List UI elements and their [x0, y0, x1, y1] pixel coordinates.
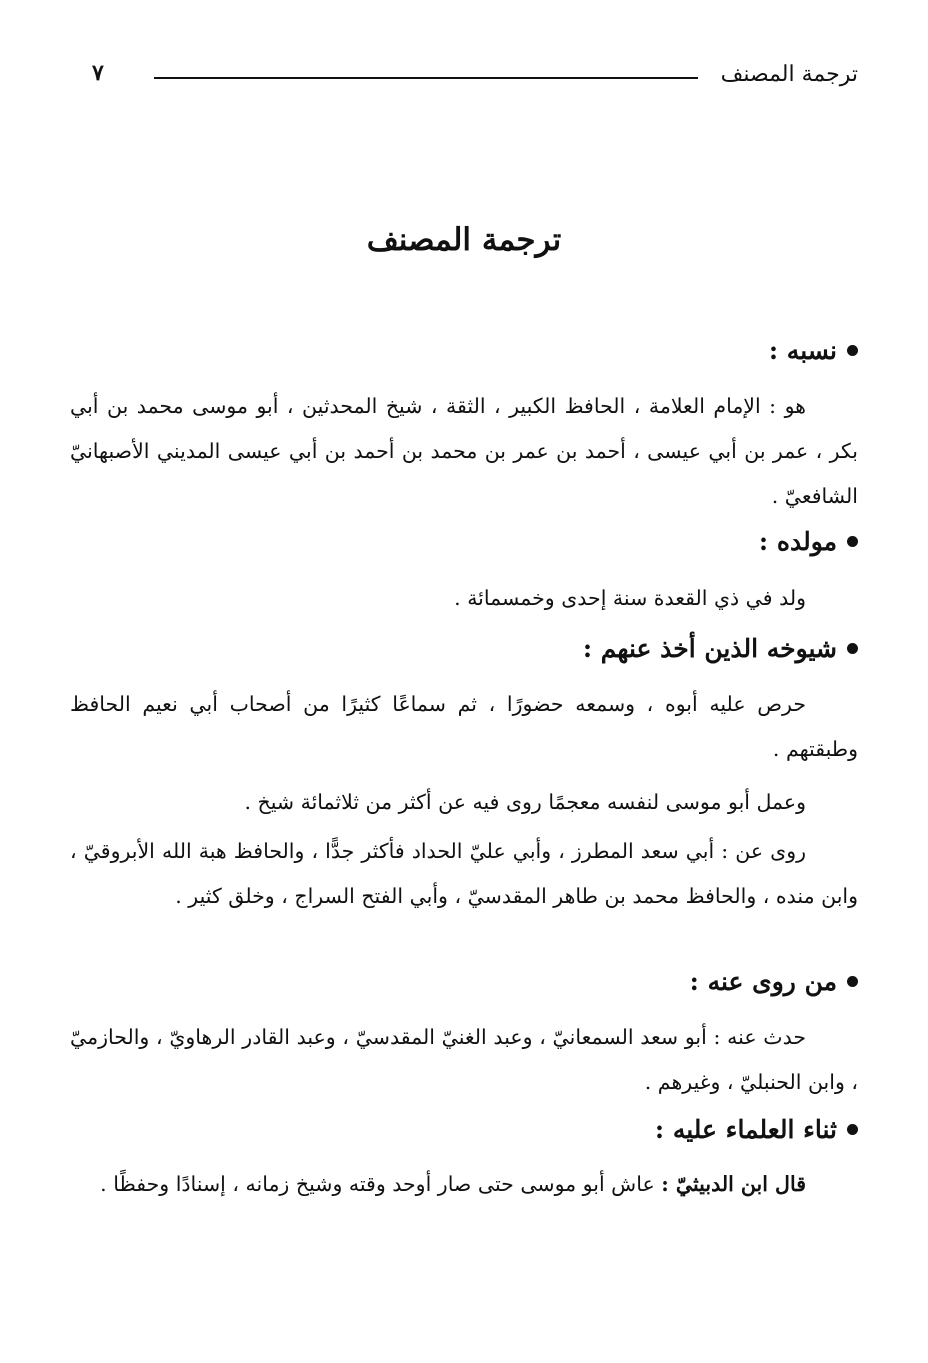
heading-text: من روى عنه :	[689, 967, 837, 996]
teachers-paragraph-1: حرص عليه أبوه ، وسمعه حضورًا ، ثم سماعًا كثيرًا من أصحاب أبي نعيم الحافظ وطبقتهم .	[70, 692, 858, 761]
bullet-icon	[847, 643, 858, 654]
birth-paragraph-block	[70, 576, 858, 621]
section-birth	[70, 527, 858, 556]
header-title: ترجمة المصنف	[720, 62, 858, 87]
chapter-title: ترجمة المصنف	[366, 222, 562, 258]
teachers-paragraph-1-block	[70, 682, 858, 772]
birth-paragraph: ولد في ذي القعدة سنة إحدى وخمسمائة .	[454, 586, 806, 610]
section-heading	[70, 1115, 858, 1144]
lineage-paragraph-block	[70, 384, 858, 519]
teachers-paragraph-2: وعمل أبو موسى لنفسه معجمًا روى فيه عن أكثر من ثلاثمائة شيخ .	[244, 790, 806, 814]
praise-paragraph-block	[70, 1162, 858, 1207]
narrators-paragraph-block	[70, 1015, 858, 1105]
teachers-paragraph-3-block	[70, 829, 858, 919]
heading-text: شيوخه الذين أخذ عنهم :	[582, 634, 837, 663]
page-number: ٧	[92, 60, 104, 86]
bullet-icon	[847, 976, 858, 987]
quote-text: عاش أبو موسى حتى صار أوحد وقته وشيخ زمانه ، إسنادًا وحفظًا .	[100, 1172, 662, 1196]
running-header	[92, 58, 858, 94]
lineage-paragraph: هو : الإمام العلامة ، الحافظ الكبير ، الثقة ، شيخ المحدثين ، أبو موسى محمد بن أبي بكر ، عمر بن أبي عيسى ، أحمد بن عمر بن محمد بن أحمد بن أبي عيسى المديني الأصبهانيّ الشافعيّ .	[70, 394, 858, 508]
section-narrators	[70, 967, 858, 996]
heading-text: مولده :	[758, 527, 837, 556]
quote-attribution: قال ابن الدبيثيّ :	[661, 1172, 806, 1196]
section-heading	[70, 967, 858, 996]
teachers-paragraph-2-block	[70, 780, 858, 825]
section-heading	[70, 527, 858, 556]
narrators-paragraph: حدث عنه : أبو سعد السمعانيّ ، وعبد الغنيّ المقدسيّ ، وعبد القادر الرهاويّ ، والحازميّ ، وابن الحنبليّ ، وغيرهم .	[70, 1025, 858, 1094]
praise-paragraph	[70, 1162, 858, 1207]
section-praise	[70, 1115, 858, 1144]
header-rule	[154, 77, 698, 79]
bullet-icon	[847, 345, 858, 356]
section-heading	[70, 634, 858, 663]
teachers-paragraph-3: روى عن : أبي سعد المطرز ، وأبي عليّ الحداد فأكثر جدًّا ، والحافظ هبة الله الأبروقيّ ، وابن منده ، والحافظ محمد بن طاهر المقدسيّ ، وأبي الفتح السراج ، وخلق كثير .	[70, 839, 858, 908]
heading-text: نسبه :	[768, 336, 837, 365]
bullet-icon	[847, 536, 858, 547]
section-heading	[70, 336, 858, 365]
heading-text: ثناء العلماء عليه :	[654, 1115, 837, 1144]
section-lineage	[70, 336, 858, 365]
section-teachers	[70, 634, 858, 663]
bullet-icon	[847, 1124, 858, 1135]
